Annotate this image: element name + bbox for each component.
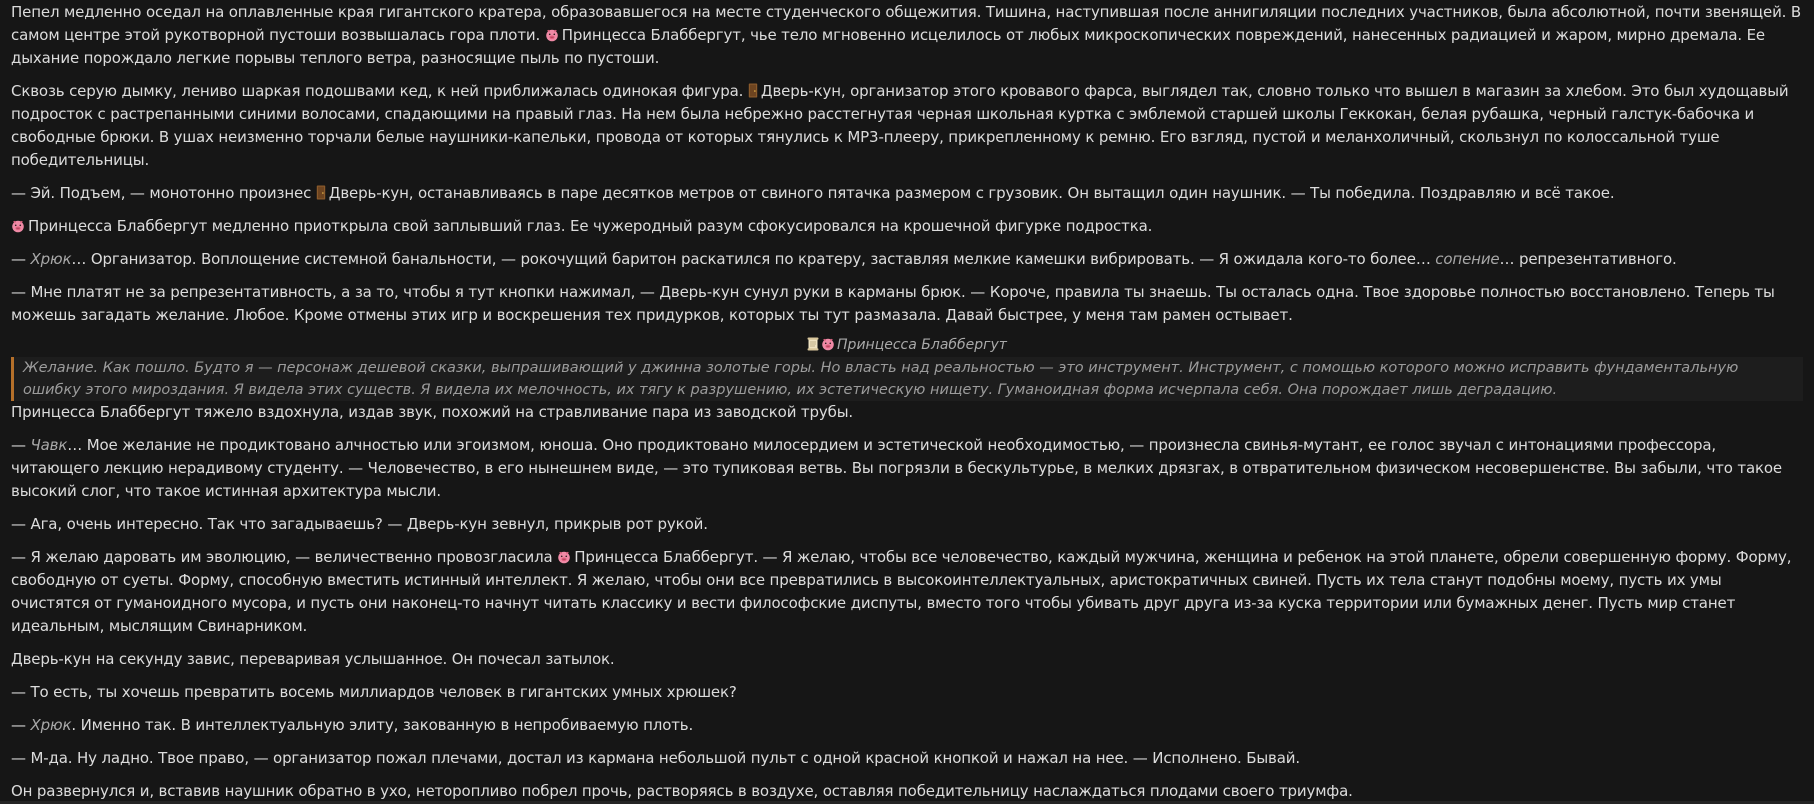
paragraph-text: Принцесса Блаббергут тяжело вздохнула, издав звук, похожий на стравливание пара из заводской трубы. <box>11 403 854 421</box>
paragraph <box>11 1 1803 70</box>
paragraph <box>11 714 1803 737</box>
thought-title <box>11 335 1803 355</box>
thought-speaker: Принцесса Блаббергут <box>837 337 1007 353</box>
paragraph <box>11 681 1803 704</box>
paragraph-text: … Мое желание не продиктовано алчностью или эгоизмом, юноша. Оно продиктовано милосердием и эстетической необходимостью, — произнесла свинья-мутант, ее голос звучал с интонациями профессора, читающего лекцию нерадивому студенту. — Человечество, в его нынешнем виде, — это тупиковая ветвь. Вы погрязли в бескультурье, в мелких дрязгах, в отвратительном физическом несовершенстве. Вы забыли, что такое высокий слог, что такое истинная архитектура мысли. <box>11 436 1783 500</box>
paragraph <box>11 546 1803 638</box>
paragraph-text: — Ага, очень интересно. Так что загадываешь? — Дверь-кун зевнул, прикрыв рот рукой. <box>11 515 708 533</box>
sound-aside: Хрюк <box>30 250 72 268</box>
paragraph-text: — <box>11 716 31 734</box>
paragraph-text: , останавливаясь в паре десятков метров от свиного пятачка размером с грузовик. Он вытащил один наушник. — Ты победила. Поздравляю и всё такое. <box>408 184 1615 202</box>
thought-block <box>11 357 1803 401</box>
paragraph-text: медленно приоткрыла свой заплывший глаз. Ее чужеродный разум сфокусировался на крошечной фигурке подростка. <box>207 217 1153 235</box>
pig-face-icon <box>11 219 25 233</box>
paragraph-text: , чье тело мгновенно исцелилось от любых микроскопических повреждений, нанесенных радиацией и жаром, мирно дремала. Ее дыхание порождало легкие порывы теплого ветра, разносящие пыль по пустоши. <box>11 26 1765 67</box>
paragraph-text: — <box>11 436 31 454</box>
door-icon <box>748 83 758 98</box>
paragraph-text: . Именно так. В интеллектуальную элиту, закованную в непробиваемую плоть. <box>71 716 694 734</box>
paragraph <box>11 182 1803 205</box>
paragraph-text: — Эй. Подъем, — монотонно произнес <box>11 184 312 202</box>
pig-face-icon <box>821 337 835 351</box>
paragraph-text: Он развернулся и, вставив наушник обратно в ухо, неторопливо побрел прочь, растворяясь в воздухе, оставляя победительницу наслаждаться плодами своего триумфа. <box>11 782 1353 800</box>
paragraph <box>11 434 1803 503</box>
paragraph <box>11 215 1803 238</box>
paragraph <box>11 401 1803 424</box>
sound-aside: Хрюк <box>30 716 72 734</box>
paragraph <box>11 248 1803 271</box>
character-name: Принцесса Блаббергут <box>574 548 754 566</box>
thought-text: Желание. Как пошло. Будто я — персонаж дешевой сказки, выпрашивающий у джинна золотые горы. Но власть над реальностью — это инструмент. Инструмент, с помощью которого можно исправить фундаментальную ошибку этого мироздания. Я видела этих существ. Я видела их мелочность, их тягу к разрушению, их эстетическую нищету. Гуманоидная форма исчерпала себя. Она порождает лишь деградацию. <box>23 360 1739 398</box>
paragraph <box>11 80 1803 172</box>
paragraph-text: — <box>11 250 31 268</box>
character-name: Дверь-кун <box>328 184 409 202</box>
sound-aside: Чавк <box>30 436 68 454</box>
sound-aside: сопение <box>1435 250 1500 268</box>
paragraph <box>11 747 1803 770</box>
paragraph-text: Дверь-кун на секунду завис, переваривая услышанное. Он почесал затылок. <box>11 650 615 668</box>
paragraph-text: Сквозь серую дымку, лениво шаркая подошвами кед, к ней приближалась одинокая фигура. <box>11 82 744 100</box>
pig-face-icon <box>545 28 559 42</box>
paragraph <box>11 513 1803 536</box>
paragraph-text: — Мне платят не за репрезентативность, а за то, чтобы я тут кнопки нажимал, — Дверь-кун сунул руки в карманы брюк. — Короче, правила ты знаешь. Ты осталась одна. Твое здоровье полностью восстановлено. Теперь ты можешь загадать желание. Любое. Кроме отмены этих игр и воскрешения тех придурков, которых ты тут размазала. Давай быстрее, у меня там рамен остывает. <box>11 283 1775 324</box>
character-name: Дверь-кун <box>760 82 841 100</box>
paragraph <box>11 780 1803 803</box>
paragraph <box>11 281 1803 327</box>
door-icon <box>316 185 326 200</box>
character-name: Принцесса Блаббергут <box>28 217 208 235</box>
paragraph-text: — М-да. Ну ладно. Твое право, — организатор пожал плечами, достал из кармана небольшой пульт с одной красной кнопкой и нажал на нее. — Исполнено. Бывай. <box>11 749 1300 767</box>
character-name: Принцесса Блаббергут <box>561 26 741 44</box>
paragraph-text: — Я желаю даровать им эволюцию, — величественно провозгласила <box>11 548 553 566</box>
paragraph-text: , организатор этого кровавого фарса, выглядел так, словно только что вышел в магазин за хлебом. Это был худощавый подросток с растрепанными синими волосами, спадающими на правый глаз. На нем была небрежно расстегнутая черная школьная куртка с эмблемой старшей школы Геккокан, белая рубашка, черный галстук-бабочка и свободные брюки. В ушах неизменно торчали белые наушники-капельки, провода от которых тянулись к MP3-плееру, прикрепленному к ремню. Его взгляд, пустой и меланхоличный, скользнул по колоссальной туше победительницы. <box>11 82 1789 169</box>
paragraph-text: — То есть, ты хочешь превратить восемь миллиардов человек в гигантских умных хрюшек? <box>11 683 737 701</box>
paragraph <box>11 648 1803 671</box>
scroll-icon <box>807 337 819 351</box>
pig-face-icon <box>557 550 571 564</box>
paragraph-text: Пепел медленно оседал на оплавленные края гигантского кратера, образовавшегося на месте студенческого общежития. Тишина, наступившая после аннигиляции последних участников, была абсолютной, почти звенящей. В самом центре этой рукотворной пустоши возвышалась гора плоти. <box>11 3 1802 44</box>
paragraph-text: … репрезентативного. <box>1499 250 1677 268</box>
paragraph-text: . — Я желаю, чтобы все человечество, каждый мужчина, женщина и ребенок на этой планете, обрели совершенную форму. Форму, свободную от суеты. Форму, способную вместить истинный интеллект. Я желаю, чтобы они все превратились в высокоинтеллектуальных, аристократичных свиней. Пусть их тела станут подобны моему, пусть их умы очистятся от гуманоидного мусора, и пусть они наконец-то начнут читать классику и вести философские диспуты, вместо того чтобы убивать друг друга из-за куска территории или бумажных денег. Пусть мир станет идеальным, мыслящим Свинарником. <box>11 548 1792 635</box>
paragraph-text: … Организатор. Воплощение системной банальности, — рокочущий баритон раскатился по кратеру, заставляя мелкие камешки вибрировать. — Я ожидала кого-то более… <box>71 250 1431 268</box>
